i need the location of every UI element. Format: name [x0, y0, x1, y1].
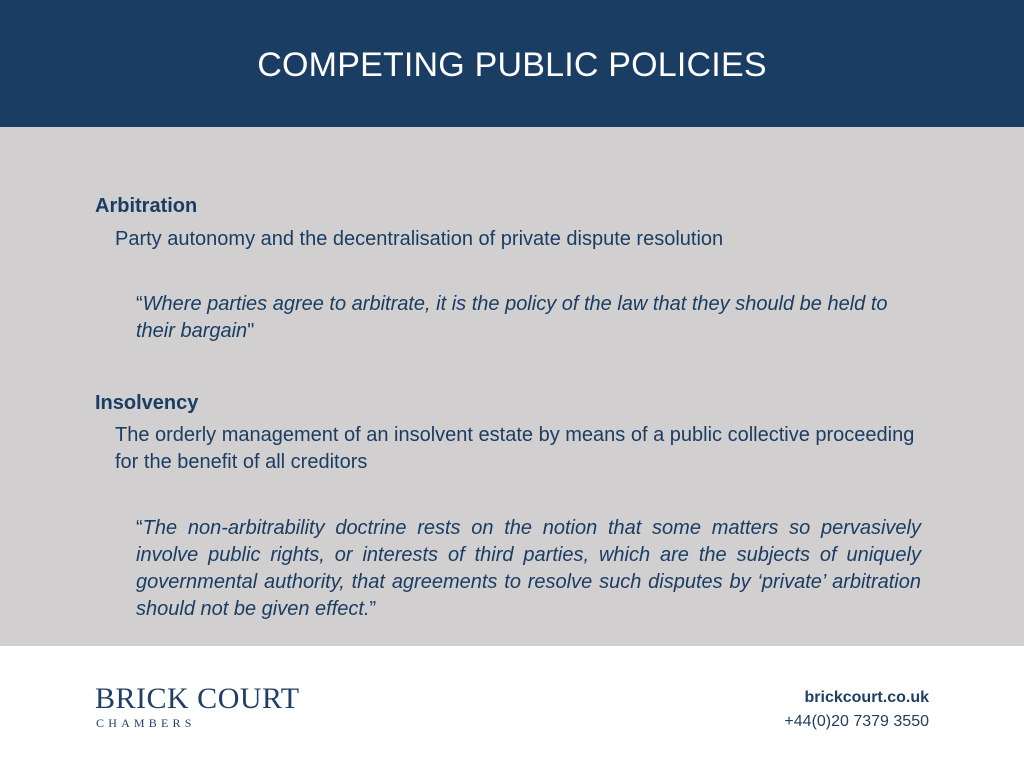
website-link[interactable]: brickcourt.co.uk [804, 689, 929, 706]
quote-close-mark: " [247, 320, 255, 342]
quote-text: Where parties agree to arbitrate, it is the policy of the law that they should be held to their bargain [136, 293, 888, 342]
quote-text: The non-arbitrability doctrine rests on the notion that some matters so pervasively involve public rights, or interests of third parties, which are the subjects of uniquely governmental authority, that agreements to resolve such disputes by ‘private’ arbitration should not be given effect. [136, 517, 921, 620]
quote-arbitration [136, 291, 921, 345]
section-description-arbitration: Party autonomy and the decentralisation of private dispute resolution [115, 228, 724, 250]
quote-close-mark: ” [369, 598, 377, 620]
brick-court-logo: BRICK COURT [95, 682, 300, 715]
quote-open-mark: “ [136, 293, 143, 315]
page-title: COMPETING PUBLIC POLICIES [257, 46, 767, 84]
section-description-insolvency: The orderly management of an insolvent estate by means of a public collective proceeding for the benefit of all creditors [115, 424, 915, 473]
section-heading-arbitration: Arbitration [95, 195, 198, 217]
quote-insolvency [136, 515, 921, 623]
quote-open-mark: “ [136, 517, 143, 539]
phone-number: +44(0)20 7379 3550 [784, 713, 929, 730]
section-heading-insolvency: Insolvency [95, 392, 199, 414]
brick-court-logo-subtitle: CHAMBERS [96, 716, 196, 730]
header-bar [0, 0, 1024, 127]
